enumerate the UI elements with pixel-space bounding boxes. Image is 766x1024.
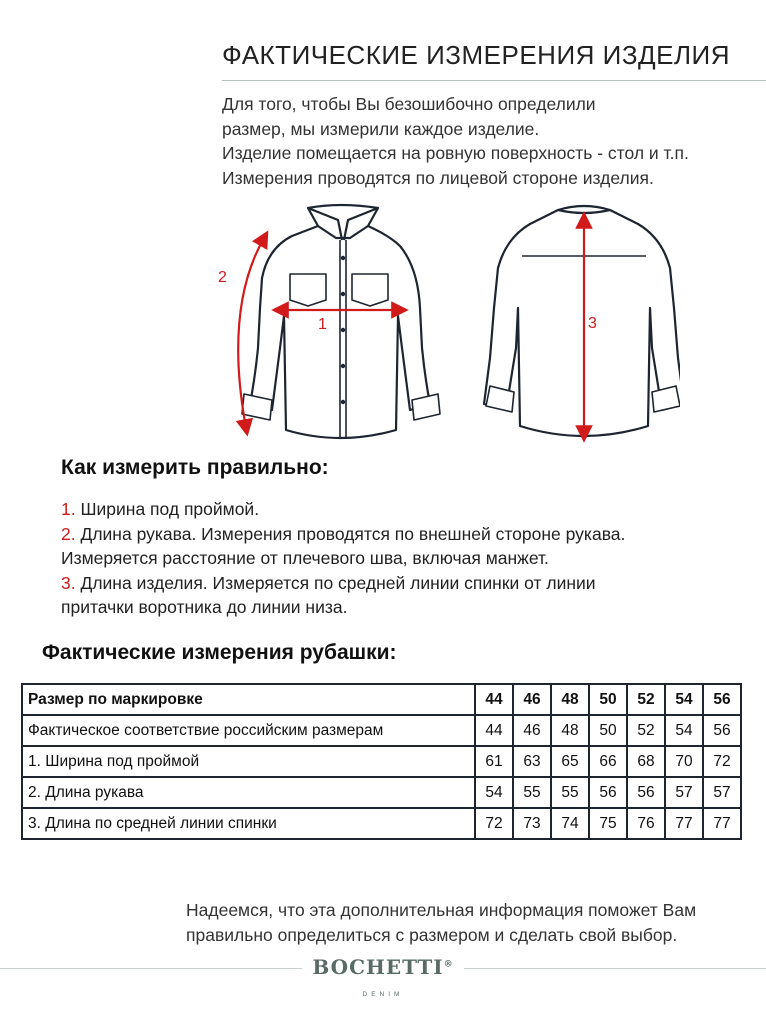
- table-cell: 46: [513, 684, 551, 715]
- table-row: [22, 808, 741, 839]
- closing-line: правильно определиться с размером и сделать свой выбор.: [186, 924, 678, 945]
- table-header-row: [22, 684, 741, 715]
- table-cell: 74: [551, 808, 589, 839]
- intro-line: Изделие помещается на ровную поверхность - стол и т.п.: [222, 143, 689, 163]
- table-cell-label: 3. Длина по средней линии спинки: [22, 808, 475, 839]
- table-cell: 55: [551, 777, 589, 808]
- table-cell-label: Размер по маркировке: [22, 684, 475, 715]
- table-cell: 54: [475, 777, 513, 808]
- shirt-front-icon: [242, 205, 440, 438]
- table-title: Фактические измерения рубашки:: [42, 641, 397, 664]
- shirt-measurement-illustration: [200, 198, 680, 448]
- table-cell: 44: [475, 684, 513, 715]
- table-cell: 56: [627, 777, 665, 808]
- howto-item: притачки воротника до линии низа.: [61, 597, 348, 617]
- table-cell: 63: [513, 746, 551, 777]
- table-cell: 77: [703, 808, 741, 839]
- table-row: [22, 777, 741, 808]
- table-cell: 48: [551, 715, 589, 746]
- table-cell: 57: [665, 777, 703, 808]
- intro-text: [222, 92, 689, 190]
- table-cell: 46: [513, 715, 551, 746]
- table-cell: 52: [627, 684, 665, 715]
- table-row: [22, 746, 741, 777]
- table-cell: 56: [703, 715, 741, 746]
- intro-line: Измерения проводятся по лицевой стороне изделия.: [222, 167, 654, 188]
- page-title: ФАКТИЧЕСКИЕ ИЗМЕРЕНИЯ ИЗДЕЛИЯ: [222, 40, 731, 70]
- table-cell-label: 1. Ширина под проймой: [22, 746, 475, 777]
- table-cell-label: Фактическое соответствие российским размерам: [22, 715, 475, 746]
- table-cell: 76: [627, 808, 665, 839]
- table-cell: 61: [475, 746, 513, 777]
- howto-item: 2. Длина рукава. Измерения проводятся по внешней стороне рукава.: [61, 523, 626, 544]
- table-cell: 66: [589, 746, 627, 777]
- table-cell: 75: [589, 808, 627, 839]
- intro-line: размер, мы измерили каждое изделие.: [222, 118, 540, 139]
- table-row: [22, 715, 741, 746]
- table-cell: 44: [475, 715, 513, 746]
- table-cell: 68: [627, 746, 665, 777]
- size-table: [21, 683, 742, 840]
- brand-logo: [0, 955, 766, 979]
- closing-text: [186, 898, 696, 947]
- howto-item: 3. Длина изделия. Измеряется по средней линии спинки от линии: [61, 572, 596, 593]
- table-cell: 65: [551, 746, 589, 777]
- howto-item: Измеряется расстояние от плечевого шва, включая манжет.: [61, 548, 549, 568]
- table-cell: 70: [665, 746, 703, 777]
- table-cell: 52: [627, 715, 665, 746]
- howto-title: Как измерить правильно:: [61, 456, 329, 479]
- brand-name: BOCHETTI: [312, 955, 444, 979]
- measure-label-1: 1: [318, 316, 327, 333]
- table-cell: 54: [665, 684, 703, 715]
- measure-label-3: 3: [588, 315, 597, 332]
- measure-label-2: 2: [218, 269, 227, 286]
- table-cell: 55: [513, 777, 551, 808]
- table-cell: 50: [589, 715, 627, 746]
- table-cell: 57: [703, 777, 741, 808]
- howto-item: 1. Ширина под проймой.: [61, 499, 260, 519]
- shirt-back-icon: [484, 206, 680, 436]
- table-cell: 72: [475, 808, 513, 839]
- table-cell: 54: [665, 715, 703, 746]
- closing-line: Надеемся, что эта дополнительная информация поможет Вам: [186, 900, 697, 920]
- table-cell: 56: [703, 684, 741, 715]
- table-cell: 72: [703, 746, 741, 777]
- intro-line: Для того, чтобы Вы безошибочно определили: [222, 94, 596, 114]
- table-cell: 48: [551, 684, 589, 715]
- table-cell-label: 2. Длина рукава: [22, 777, 475, 808]
- table-cell: 50: [589, 684, 627, 715]
- howto-list: [61, 497, 625, 620]
- table-cell: 77: [665, 808, 703, 839]
- brand-mark: ®: [443, 959, 454, 970]
- brand-subtitle: DENIM: [362, 991, 404, 998]
- table-cell: 56: [589, 777, 627, 808]
- title-divider: [222, 80, 766, 81]
- table-cell: 73: [513, 808, 551, 839]
